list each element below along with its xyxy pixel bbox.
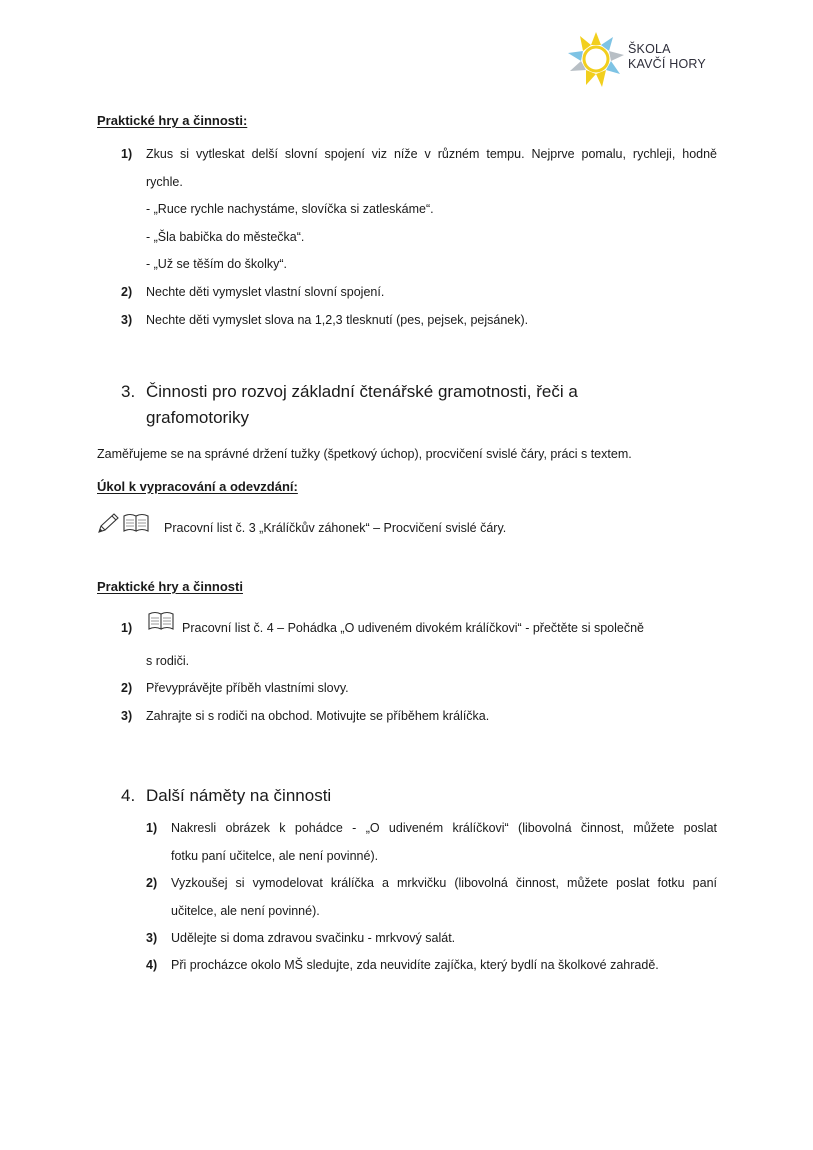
section-intro: Zaměřujeme se na správné držení tužky (špetkový úchop), procvičení svislé čáry, práci s textem.: [97, 447, 632, 461]
phrase-line: - „Už se těším do školky“.: [146, 257, 287, 271]
section-title: Další náměty na činnosti: [146, 786, 332, 805]
list-item-text-cont: učitelce, ale není povinné).: [171, 904, 320, 918]
list-number: 3): [121, 709, 133, 723]
list-item-text: Při procházce okolo MŠ sledujte, zda neuvidíte zajíčka, který bydlí na školkové zahradě.: [171, 958, 659, 972]
list-number: 4): [146, 958, 158, 972]
list-item-text: Zkus si vytleskat delší slovní spojení viz níže v různém tempu. Nejprve pomalu, rychleji, hodně: [146, 147, 717, 161]
list-number: 3): [121, 313, 133, 327]
section-title-line-1: Činnosti pro rozvoj základní čtenářské gramotnosti, řeči a: [146, 382, 578, 401]
section-title-line-2: grafomotoriky: [146, 408, 249, 427]
list-number: 2): [121, 681, 133, 695]
task-text: Pracovní list č. 3 „Králíčkův záhonek“ – Procvičení svislé čáry.: [164, 521, 507, 535]
list-item-text: Vyzkoušej si vymodelovat králíčka a mrkvičku (libovolná činnost, můžete poslat fotku paní: [171, 876, 717, 890]
list-item-text: Nechte děti vymyslet vlastní slovní spojení.: [146, 285, 385, 299]
list-item-text: Nechte děti vymyslet slova na 1,2,3 tlesknutí (pes, pejsek, pejsánek).: [146, 313, 529, 327]
list-number: 2): [121, 285, 133, 299]
list-item-text: Zahrajte si s rodiči na obchod. Motivujte se příběhem králíčka.: [146, 709, 490, 723]
section-number: 3.: [121, 382, 136, 401]
list-item-text: Převyprávějte příběh vlastními slovy.: [146, 681, 349, 695]
logo-text: [628, 42, 706, 72]
list-item-text-cont: rychle.: [146, 175, 183, 189]
book-icon: [147, 611, 175, 636]
phrase-line: - „Šla babička do městečka“.: [146, 230, 305, 244]
list-number: 1): [121, 147, 133, 161]
list-item-text: Pracovní list č. 4 – Pohádka „O udiveném divokém králíčkovi“ - přečtěte si společně: [182, 621, 645, 635]
school-logo: [566, 28, 726, 90]
list-number: 2): [146, 876, 158, 890]
list-number: 3): [146, 931, 158, 945]
list-item-text: Udělejte si doma zdravou svačinku - mrkvový salát.: [171, 931, 456, 945]
list-item-text-cont: s rodiči.: [146, 654, 190, 668]
list-item-text: Nakresli obrázek k pohádce - „O udiveném králíčkovi“ (libovolná činnost, můžete poslat: [171, 821, 717, 835]
task-heading: Úkol k vypracování a odevzdání:: [97, 479, 298, 494]
logo-line-1: ŠKOLA: [628, 42, 671, 56]
logo-line-2: KAVČÍ HORY: [628, 57, 706, 71]
sun-logo-icon: [566, 28, 628, 90]
section-heading-practical-games: Praktické hry a činnosti:: [97, 113, 248, 128]
list-number: 1): [146, 821, 158, 835]
section-number: 4.: [121, 786, 136, 805]
pencil-book-icon: [97, 512, 153, 534]
list-item-text-cont: fotku paní učitelce, ale není povinné).: [171, 849, 379, 863]
phrase-line: - „Ruce rychle nachystáme, slovíčka si zatleskáme“.: [146, 202, 434, 216]
section-heading-practical-games-2: Praktické hry a činnosti: [97, 579, 243, 594]
list-number: 1): [121, 621, 133, 635]
task-icons: [97, 512, 157, 536]
